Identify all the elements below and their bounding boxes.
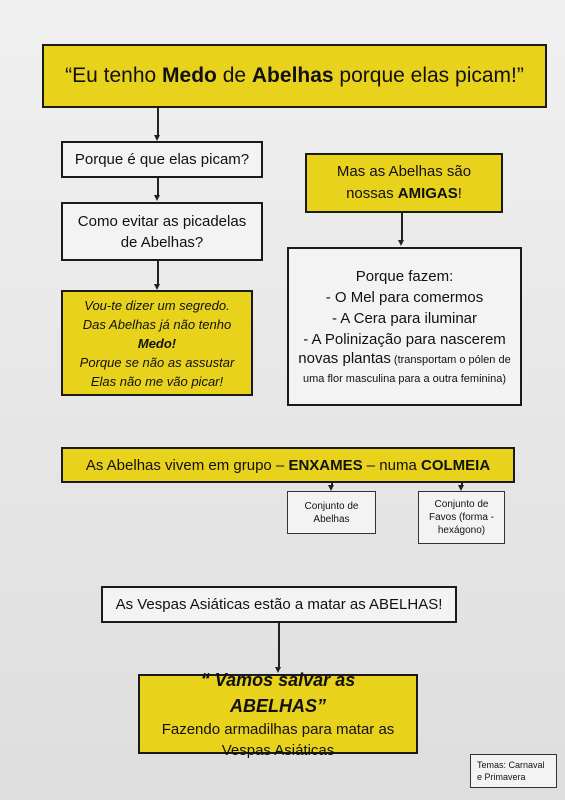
friends-line-1: Mas as Abelhas são <box>336 163 472 180</box>
reason-plants <box>297 350 512 388</box>
hornets-text: As Vespas Asiáticas estão a matar as ABELHAS! <box>115 596 443 613</box>
title-part-2: de <box>216 64 252 87</box>
friends-box <box>305 153 503 213</box>
sub-bees-set-text: Conjunto de Abelhas <box>304 500 359 525</box>
arrowhead <box>398 240 404 246</box>
group-text <box>86 457 490 474</box>
secret-line-2: Das Abelhas já não tenho <box>82 316 232 332</box>
group-colmeia: COLMEIA <box>421 456 491 474</box>
connector-title-q1 <box>157 108 159 136</box>
sub-combs-set <box>418 491 505 544</box>
friends-prefix: nossas <box>346 185 398 202</box>
friends-amigas: AMIGAS <box>397 185 458 202</box>
group-box <box>61 447 515 483</box>
friends-line-2 <box>346 183 462 205</box>
save-bees-body: Fazendo armadilhas para matar as Vespas Asiáticas <box>161 721 395 759</box>
reason-plants-main: novas plantas <box>298 349 391 367</box>
title-part-1: “Eu tenho <box>65 64 163 87</box>
connector-q2-secret <box>157 261 159 285</box>
reason-plants-note: (transportam o pólen de uma flor masculina para a outra feminina) <box>303 353 511 385</box>
connector-hornets-save <box>278 623 280 668</box>
save-bees-title: “ Vamos salvar as ABELHAS” <box>200 670 356 716</box>
arrowhead <box>154 195 160 201</box>
reason-wax: - A Cera para iluminar <box>331 309 478 327</box>
group-prefix: As Abelhas vivem em grupo – <box>85 456 289 474</box>
question-why-sting-text: Porque é que elas picam? <box>74 151 250 168</box>
secret-line-1: Vou-te dizer um segredo. <box>84 297 230 313</box>
group-middle: – numa <box>362 456 421 474</box>
question-avoid-stings <box>61 202 263 261</box>
question-why-sting <box>61 141 263 178</box>
question-avoid-stings-text: Como evitar as picadelas de Abelhas? <box>77 212 247 251</box>
group-enxames: ENXAMES <box>288 456 363 474</box>
themes-note <box>470 754 557 788</box>
title-abelhas: Abelhas <box>251 64 334 87</box>
connector-q1-q2 <box>157 178 159 196</box>
connector-friends-reasons <box>401 213 403 241</box>
secret-line-5: Elas não me vão picar! <box>90 373 224 389</box>
secret-box <box>61 290 253 396</box>
secret-line-4: Porque se não as assustar <box>79 354 235 370</box>
sub-combs-set-text: Conjunto de Favos (forma - hexágono) <box>428 499 494 536</box>
title-medo: Medo <box>162 64 217 87</box>
secret-medo: Medo! <box>137 335 177 351</box>
reason-honey: - O Mel para comermos <box>325 288 484 306</box>
title-box <box>42 44 547 108</box>
reasons-box <box>287 247 522 406</box>
reason-pollination: - A Polinização para nascerem <box>303 330 506 348</box>
title-part-3: porque elas picam!” <box>333 64 524 87</box>
themes-text: Temas: Carnaval e Primavera <box>477 760 545 782</box>
hornets-box <box>101 586 457 623</box>
sub-bees-set <box>287 491 376 534</box>
friends-suffix: ! <box>457 185 462 202</box>
save-bees-box <box>138 670 418 759</box>
title-text <box>65 64 524 88</box>
reasons-heading: Porque fazem: <box>355 267 454 285</box>
